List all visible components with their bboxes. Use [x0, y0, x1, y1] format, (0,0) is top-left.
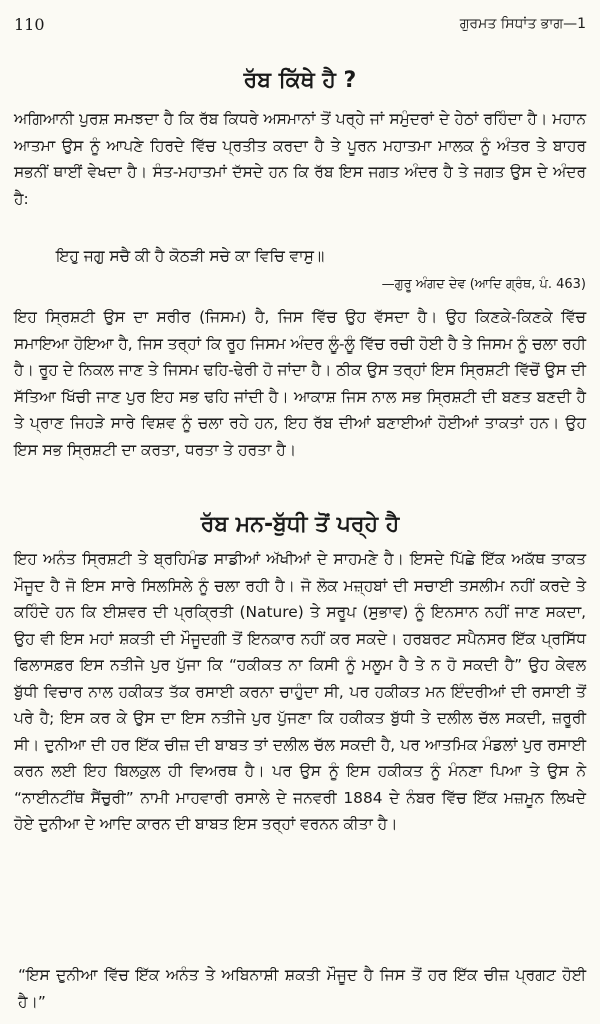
- scripture-quote: ਇਹੁ ਜਗੁ ਸਚੈ ਕੀ ਹੈ ਕੋਠੜੀ ਸਚੇ ਕਾ ਵਿਚਿ ਵਾਸੁ॥: [56, 247, 325, 265]
- page-header: [14, 12, 586, 36]
- paragraph: ਇਹ ਅਨੰਤ ਸ੍ਰਿਸ਼ਟੀ ਤੇ ਬ੍ਰਹਿਮੰਡ ਸਾਡੀਆਂ ਅੱਖੀਆਂ ਦੇ ਸਾਹਮਣੇ ਹੈ। ਇਸਦੇ ਪਿੱਛੇ ਇੱਕ ਅਕੱਥ ਤਾਕਤ ਮੌਜੂਦ ਹੈ ਜੋ ਇਸ ਸਾਰੇ ਸਿਲਸਿਲੇ ਨੂੰ ਚਲਾ ਰਹੀ ਹੈ। ਜੋ ਲੋਕ ਮਜ਼੍ਹਬਾਂ ਦੀ ਸਚਾਈ ਤਸਲੀਮ ਨਹੀਂ ਕਰਦੇ ਤੇ ਕਹਿੰਦੇ ਹਨ ਕਿ ਈਸ਼ਵਰ ਦੀ ਪ੍ਰਕ੍ਰਿਤੀ (Nature) ਤੇ ਸਰੂਪ (ਸੁਭਾਵ) ਨੂੰ ਇਨਸਾਨ ਨਹੀਂ ਜਾਣ ਸਕਦਾ, ਉਹ ਵੀ ਇਸ ਮਹਾਂ ਸ਼ਕਤੀ ਦੀ ਮੌਜੂਦਗੀ ਤੋਂ ਇਨਕਾਰ ਨਹੀਂ ਕਰ ਸਕਦੇ। ਹਰਬਰਟ ਸਪੈਨਸਰ ਇੱਕ ਪ੍ਰਸਿੱਧ ਫਿਲਾਸਫ਼ਰ ਇਸ ਨਤੀਜੇ ਪੁਰ ਪੁੱਜਾ ਕਿ “ਹਕੀਕਤ ਨਾ ਕਿਸੀ ਨੂੰ ਮਲੂਮ ਹੈ ਤੇ ਨ ਹੋ ਸਕਦੀ ਹੈ” ਉਹ ਕੇਵਲ ਬੁੱਧੀ ਵਿਚਾਰ ਨਾਲ ਹਕੀਕਤ ਤੱਕ ਰਸਾਈ ਕਰਨਾ ਚਾਹੁੰਦਾ ਸੀ, ਪਰ ਹਕੀਕਤ ਮਨ ਇੰਦਰੀਆਂ ਦੀ ਰਸਾਈ ਤੋਂ ਪਰੇ ਹੈ; ਇਸ ਕਰ ਕੇ ਉਸ ਦਾ ਇਸ ਨਤੀਜੇ ਪੁਰ ਪੁੱਜਣਾ ਕਿ ਹਕੀਕਤ ਬੁੱਧੀ ਤੇ ਦਲੀਲ ਚੱਲ ਸਕਦੀ, ਜ਼ਰੂਰੀ ਸੀ। ਦੁਨੀਆ ਦੀ ਹਰ ਇੱਕ ਚੀਜ਼ ਦੀ ਬਾਬਤ ਤਾਂ ਦਲੀਲ ਚੱਲ ਸਕਦੀ ਹੈ, ਪਰ ਆਤਮਿਕ ਮੰਡਲਾਂ ਪੁਰ ਰਸਾਈ ਕਰਨ ਲਈ ਇਹ ਬਿਲਕੁਲ ਹੀ ਵਿਅਰਥ ਹੈ। ਪਰ ਉਸ ਨੂੰ ਇਸ ਹਕੀਕਤ ਨੂੰ ਮੰਨਣਾ ਪਿਆ ਤੇ ਉਸ ਨੇ “ਨਾਈਨਟੀਂਥ ਸੈਂਚੁਰੀ” ਨਾਮੀ ਮਾਹਵਾਰੀ ਰਸਾਲੇ ਦੇ ਜਨਵਰੀ 1884 ਦੇ ਨੰਬਰ ਵਿੱਚ ਇੱਕ ਮਜ਼ਮੂਨ ਲਿਖਦੇ ਹੋਏ ਦੁਨੀਆ ਦੇ ਆਦਿ ਕਾਰਨ ਦੀ ਬਾਬਤ ਇਸ ਤਰ੍ਹਾਂ ਵਰਨਨ ਕੀਤਾ ਹੈ।: [14, 550, 586, 833]
- section-title-where-is-god: ਰੱਬ ਕਿੱਥੇ ਹੈ ?: [243, 68, 357, 93]
- running-head: ਗੁਰਮਤ ਸਿਧਾਂਤ ਭਾਗ—1: [459, 16, 586, 32]
- page-number: 110: [14, 14, 45, 34]
- quote-citation: —ਗੁਰੂ ਅੰਗਦ ਦੇਵ (ਆਦਿ ਗ੍ਰੰਥ, ਪੰ. 463): [381, 277, 586, 292]
- section-title-beyond-mind: ਰੱਬ ਮਨ-ਬੁੱਧੀ ਤੋਂ ਪਰ੍ਹੇ ਹੈ: [200, 512, 400, 537]
- paragraph: ਇਹ ਸ੍ਰਿਸ਼ਟੀ ਉਸ ਦਾ ਸਰੀਰ (ਜਿਸਮ) ਹੈ, ਜਿਸ ਵਿੱਚ ਉਹ ਵੱਸਦਾ ਹੈ। ਉਹ ਕਿਣਕੇ-ਕਿਣਕੇ ਵਿੱਚ ਸਮਾਇਆ ਹੋਇਆ ਹੈ, ਜਿਸ ਤਰ੍ਹਾਂ ਕਿ ਰੂਹ ਜਿਸਮ ਅੰਦਰ ਲੂੰ-ਲੂੰ ਵਿੱਚ ਰਚੀ ਹੋਈ ਹੈ ਤੇ ਜਿਸਮ ਨੂੰ ਚਲਾ ਰਹੀ ਹੈ। ਰੂਹ ਦੇ ਨਿਕਲ ਜਾਣ ਤੇ ਜਿਸਮ ਢਹਿ-ਢੇਰੀ ਹੋ ਜਾਂਦਾ ਹੈ। ਠੀਕ ਉਸ ਤਰ੍ਹਾਂ ਇਸ ਸ੍ਰਿਸ਼ਟੀ ਵਿੱਚੋਂ ਉਸ ਦੀ ਸੱਤਿਆ ਖਿੱਚੀ ਜਾਣ ਪੁਰ ਇਹ ਸਭ ਢਹਿ ਜਾਂਦੀ ਹੈ। ਆਕਾਸ਼ ਜਿਸ ਨਾਲ ਸਭ ਸ੍ਰਿਸ਼ਟੀ ਦੀ ਬਣਤ ਬਣਦੀ ਹੈ ਤੇ ਪ੍ਰਾਣ ਜਿਹੜੇ ਸਾਰੇ ਵਿਸ਼ਵ ਨੂੰ ਚਲਾ ਰਹੇ ਹਨ, ਇਹ ਰੱਬ ਦੀਆਂ ਬਣਾਈਆਂ ਹੋਈਆਂ ਤਾਕਤਾਂ ਹਨ। ਉਹ ਇਸ ਸਭ ਸ੍ਰਿਸ਼ਟੀ ਦਾ ਕਰਤਾ, ਧਰਤਾ ਤੇ ਹਰਤਾ ਹੈ।: [14, 308, 586, 459]
- quoted-passage: “ਇਸ ਦੁਨੀਆ ਵਿੱਚ ਇੱਕ ਅਨੰਤ ਤੇ ਅਬਿਨਾਸ਼ੀ ਸ਼ਕਤੀ ਮੌਜੂਦ ਹੈ ਜਿਸ ਤੋਂ ਹਰ ਇੱਕ ਚੀਜ਼ ਪ੍ਰਗਟ ਹੋਈ ਹੈ।”: [18, 966, 586, 1011]
- paragraph: ਅਗਿਆਨੀ ਪੁਰਸ਼ ਸਮਝਦਾ ਹੈ ਕਿ ਰੱਬ ਕਿਧਰੇ ਅਸਮਾਨਾਂ ਤੋਂ ਪਰ੍ਹੇ ਜਾਂ ਸਮੁੰਦਰਾਂ ਦੇ ਹੇਠਾਂ ਰਹਿੰਦਾ ਹੈ। ਮਹਾਨ ਆਤਮਾ ਉਸ ਨੂੰ ਆਪਣੇ ਹਿਰਦੇ ਵਿੱਚ ਪ੍ਰਤੀਤ ਕਰਦਾ ਹੈ ਤੇ ਪੂਰਨ ਮਹਾਤਮਾ ਮਾਲਕ ਨੂੰ ਅੰਤਰ ਤੇ ਬਾਹਰ ਸਭਨੀਂ ਥਾਈਂ ਵੇਖਦਾ ਹੈ। ਸੰਤ-ਮਹਾਤਮਾਂ ਦੱਸਦੇ ਹਨ ਕਿ ਰੱਬ ਇਸ ਜਗਤ ਅੰਦਰ ਹੈ ਤੇ ਜਗਤ ਉਸ ਦੇ ਅੰਦਰ ਹੈ:: [14, 110, 586, 208]
